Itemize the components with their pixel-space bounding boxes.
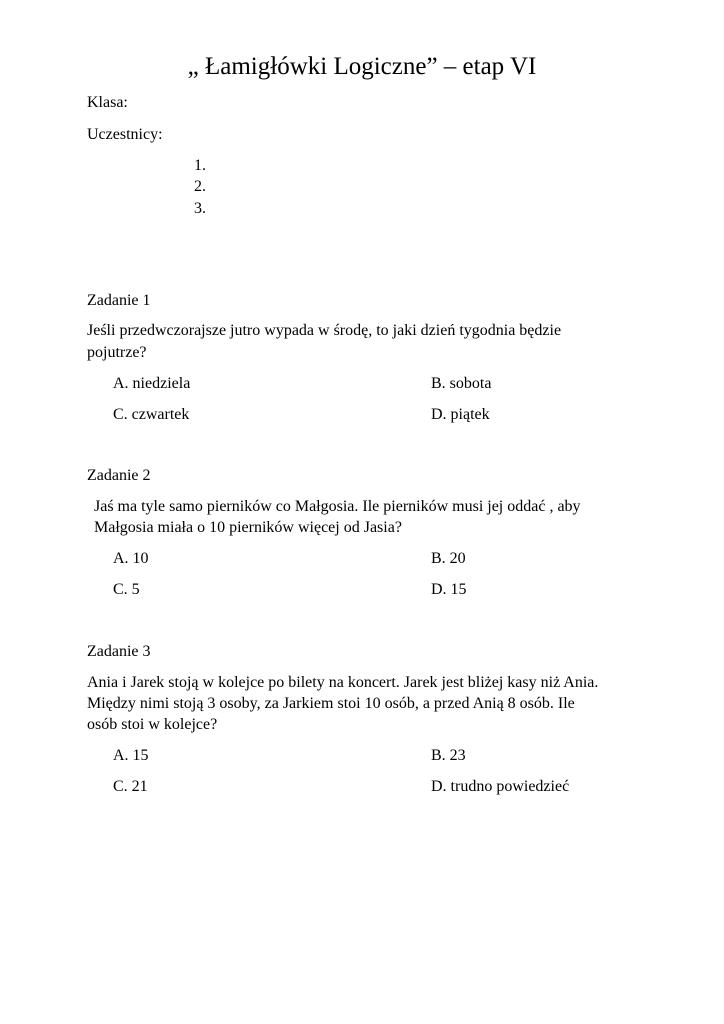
task-3-heading: Zadanie 3 bbox=[87, 643, 151, 660]
klasa-label: Klasa: bbox=[87, 94, 128, 111]
uczestnicy-label: Uczestnicy: bbox=[87, 126, 163, 143]
task-3-question-line-3: osób stoi w kolejce? bbox=[87, 716, 218, 733]
participant-number-1: 1. bbox=[194, 157, 206, 174]
task-2-question-line-1: Jaś ma tyle samo pierników co Małgosia. Ile pierników musi jej oddać , aby bbox=[94, 498, 581, 515]
task-3-question-line-1: Ania i Jarek stoją w kolejce po bilety na koncert. Jarek jest bliżej kasy niż Ania. bbox=[87, 674, 599, 691]
participant-number-2: 2. bbox=[194, 178, 206, 195]
task-3-answer-c: C. 21 bbox=[113, 778, 148, 795]
task-1-answer-c: C. czwartek bbox=[113, 406, 190, 423]
task-3-question-line-2: Między nimi stoją 3 osoby, za Jarkiem stoi 10 osób, a przed Anią 8 osób. Ile bbox=[87, 695, 575, 712]
task-1-question-line-1: Jeśli przedwczorajsze jutro wypada w środę, to jaki dzień tygodnia będzie bbox=[87, 322, 562, 339]
task-1-heading: Zadanie 1 bbox=[87, 292, 151, 309]
task-1-answer-d: D. piątek bbox=[431, 406, 490, 423]
task-3-answer-a: A. 15 bbox=[113, 747, 149, 764]
task-2-answer-a: A. 10 bbox=[113, 550, 149, 567]
task-1-question-line-2: pojutrze? bbox=[87, 344, 147, 361]
page-title: „ Łamigłówki Logiczne” – etap VI bbox=[187, 53, 537, 80]
task-2-heading: Zadanie 2 bbox=[87, 467, 151, 484]
task-2-question-line-2: Małgosia miała o 10 pierników więcej od Jasia? bbox=[94, 519, 402, 536]
task-2-answer-d: D. 15 bbox=[431, 581, 467, 598]
task-2-answer-c: C. 5 bbox=[113, 581, 140, 598]
task-1-answer-b: B. sobota bbox=[431, 375, 492, 392]
task-2-answer-b: B. 20 bbox=[431, 550, 466, 567]
task-3-answer-b: B. 23 bbox=[431, 747, 466, 764]
participant-number-3: 3. bbox=[194, 200, 206, 217]
task-1-answer-a: A. niedziela bbox=[113, 375, 191, 392]
task-3-answer-d: D. trudno powiedzieć bbox=[431, 778, 570, 795]
